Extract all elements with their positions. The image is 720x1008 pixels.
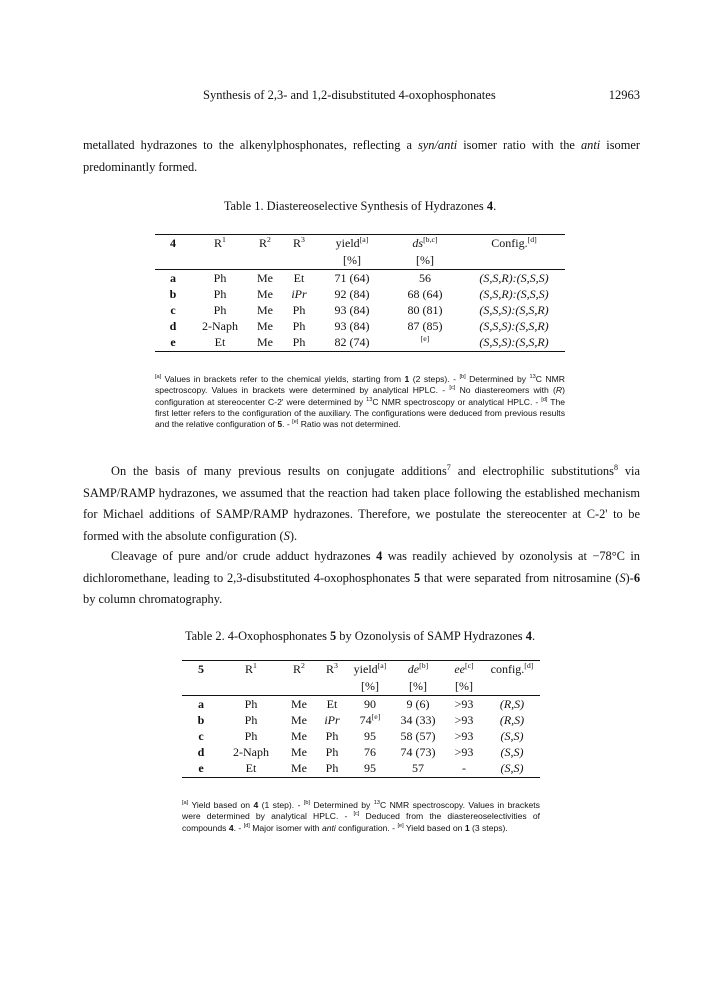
running-head: Synthesis of 2,3- and 1,2-disubstituted 4-oxophosphonates: [203, 88, 496, 102]
table-row: d 2-Naph Me Ph 93 (84) 87 (85) (S,S,S):(S,S,R): [169, 319, 549, 334]
t2-unit-de: [%]: [392, 678, 444, 696]
t1-head-r1: $R^1$: [214, 235, 226, 250]
paragraph-3: Cleavage of pure and/or crude adduct hydrazones 4 was readily achieved by ozonolysis at −78°C in dichloromethane, leading to 2,3-disubstituted 4-oxophosphonates 5 that were separated from nitrosamine (S)-6 by column chromatography.: [83, 549, 641, 607]
paragraph-1: metallated hydrazones to the alkenylphosphonates, reflecting a syn/anti isomer ratio with the anti isomer predominantly formed.: [83, 138, 640, 174]
table-row: a Ph Me Et 71 (64) 56 (S,S,R):(S,S,S): [170, 270, 549, 285]
t2-head-r2: $R^2$: [293, 661, 305, 676]
t1-unit-yield: [%]: [317, 252, 387, 270]
table1-footnote: [a] Values in brackets refer to the chemical yields, starting from 1 (2 steps). - [b] Determined by $^{13}$C NMR spectroscopy. Values in brackets were determined by analytical HPLC. - [c] No diastereomers with (R) configuration at stereocenter C-2' were determined by $^{13}$C NMR spectroscopy or analytical HPLC. - [d] The first letter refers to the configuration of the auxiliary. The configurations were deduced from previous results and the relative configuration of 5. - [e] Ratio was not determined.: [155, 374, 566, 430]
t1-head-r3: $R^3$: [293, 235, 305, 250]
t2-unit-ee: [%]: [444, 678, 484, 696]
table1-caption: Table 1. Diastereoselective Synthesis of Hydrazones 4.: [223, 199, 497, 213]
table-row: b Ph Me iPr 74[e] 34 (33) >93 (R,S): [197, 711, 525, 727]
paragraph-2: On the basis of many previous results on conjugate additions$^7$ and electrophilic substitutions$^8$ via SAMP/RAMP hydrazones, we assumed that the reaction had taken place following the established mechanism for Michael additions of SAMP/RAMP hydrazones. Therefore, we postulate the stereocenter at C-2' to be formed with the absolute configuration (S).: [83, 462, 640, 543]
t1-head-compound: 4: [170, 236, 176, 250]
table-row: a Ph Me Et 90 9 (6) >93 (R,S): [198, 696, 525, 711]
table-row: c Ph Me Ph 95 58 (57) >93 (S,S): [198, 728, 524, 743]
t2-unit-yield: [%]: [348, 678, 392, 696]
t1-head-yield: yield[a]: [335, 235, 369, 250]
table-1: [155, 234, 565, 352]
page-number: 12963: [608, 88, 640, 102]
t2-head-config: config.[d]: [490, 661, 534, 676]
table-row: e Et Me Ph 82 (74) [e] (S,S,S):(S,S,R): [155, 335, 565, 352]
t1-head-config: Config.[d]: [491, 235, 537, 250]
t2-head-r3: $R^3$: [326, 661, 338, 676]
t2-head-de: de[b]: [407, 661, 429, 676]
table-row: e Et Me Ph 95 57 - (S,S): [182, 761, 540, 778]
t2-head-r1: $R^1$: [245, 661, 257, 676]
table-2: [182, 660, 540, 778]
table2-footnote: [a] Yield based on 4 (1 step). - [b] Determined by $^{13}$C NMR spectroscopy. Values in brackets were determined by analytical HPLC. - [c] Deduced from the diastereoselectivities of compounds 4. - [d] Major isomer with anti configuration. - [e] Yield based on 1 (3 steps).: [182, 800, 540, 833]
t1-unit-ds: [%]: [387, 252, 463, 270]
t2-head-yield: yield[a]: [353, 661, 387, 676]
t2-head-ee: ee[c]: [454, 661, 474, 676]
t1-head-r2: $R^2$: [259, 235, 271, 250]
table-row: b Ph Me iPr 92 (84) 68 (64) (S,S,R):(S,S,S): [169, 286, 549, 301]
table2-caption: Table 2. 4-Oxophosphonates 5 by Ozonolysis of SAMP Hydrazones 4.: [184, 629, 536, 643]
table-row: c Ph Me Ph 93 (84) 80 (81) (S,S,S):(S,S,R): [170, 302, 549, 317]
t1-head-ds: ds[b,c]: [412, 235, 438, 250]
t2-head-compound: 5: [198, 662, 204, 676]
table-row: d 2-Naph Me Ph 76 74 (73) >93 (S,S): [197, 745, 524, 760]
